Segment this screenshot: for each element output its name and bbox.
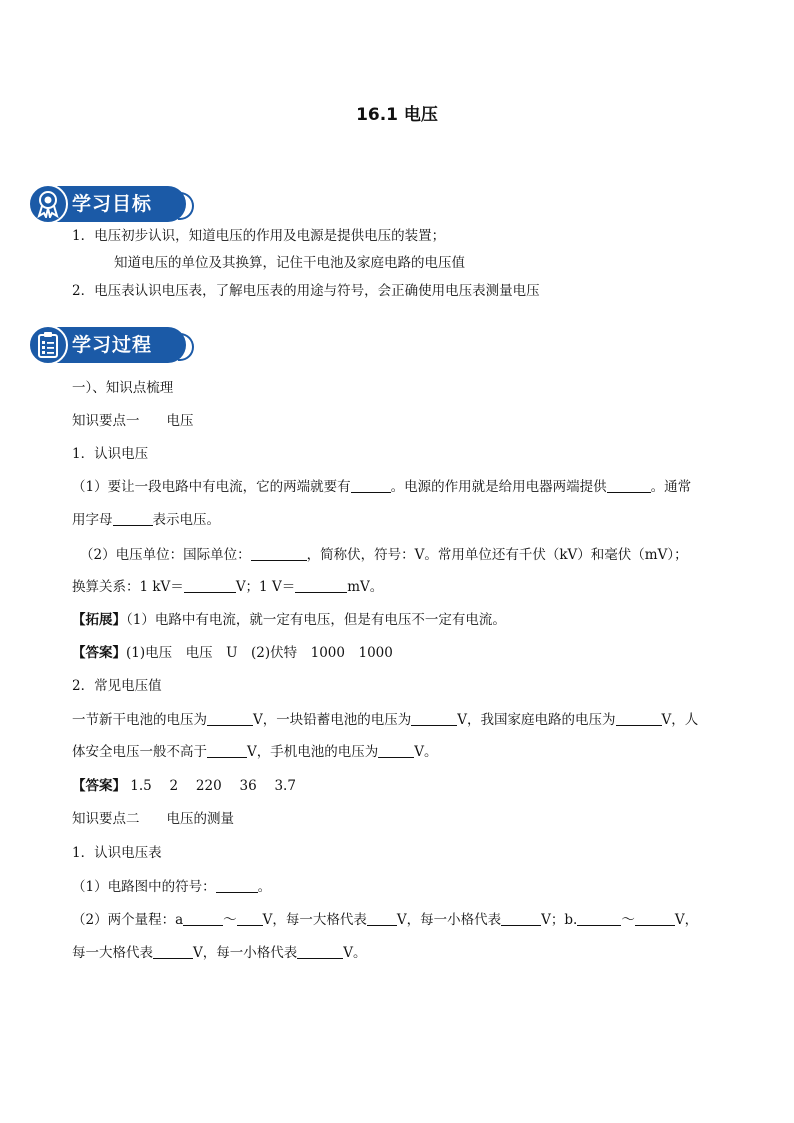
question-1a: （1）要让一段电路中有电流，它的两端就要有 。电源的作用就是给用电器两端提供 。通常 (72, 479, 692, 495)
knowledge-point-2: 知识要点二 电压的测量 (72, 811, 234, 827)
answer-blank[interactable] (367, 911, 397, 926)
award-ribbon-icon (28, 184, 68, 224)
goal-2: 2．电压表认识电压表，了解电压表的用途与符号，会正确使用电压表测量电压 (72, 283, 540, 299)
answer-blank[interactable] (378, 743, 414, 758)
answer-blank[interactable] (297, 944, 343, 959)
answer-blank[interactable] (501, 911, 541, 926)
answer-blank[interactable] (351, 478, 391, 493)
answer-2: 【答案】 1.5 2 220 36 3.7 (72, 778, 296, 794)
answer-blank[interactable] (184, 578, 236, 593)
answer-blank[interactable] (237, 911, 263, 926)
question-3b: 体安全电压一般不高于 V，手机电池的电压为 V。 (72, 744, 438, 760)
outline-heading: 一）、知识点梳理 (72, 380, 174, 396)
answer-blank[interactable] (207, 743, 247, 758)
section-banner-process (28, 325, 186, 365)
answer-1: 【答案】(1)电压 电压 U (2)伏特 1000 1000 (72, 645, 393, 661)
question-3a: 一节新干电池的电压为 V，一块铅蓄电池的电压为 V，我国家庭电路的电压为 V，人 (72, 712, 699, 728)
subsection-3: 1．认识电压表 (72, 845, 162, 861)
question-2b: 换算关系：1 kV＝ V；1 V＝ mV。 (72, 579, 384, 595)
section-banner-goals (28, 184, 186, 224)
question-5a: （2）两个量程：a ～ V，每一大格代表 V，每一小格代表 V；b. ～ V， (72, 912, 699, 928)
section-label-process: 学习过程 (72, 334, 153, 356)
question-5b: 每一大格代表 V，每一小格代表 V。 (72, 945, 367, 961)
goal-1-detail: 知道电压的单位及其换算，记住干电池及家庭电路的电压值 (114, 255, 465, 271)
extension-note: 【拓展】（1）电路中有电流，就一定有电压，但是有电压不一定有电流。 (72, 612, 506, 628)
answer-blank[interactable] (113, 511, 153, 526)
question-2a: （2）电压单位：国际单位： ，简称伏，符号：V。常用单位还有千伏（kV）和毫伏（mV）； (80, 547, 688, 563)
answer-blank[interactable] (577, 911, 621, 926)
answer-blank[interactable] (153, 944, 193, 959)
answer-blank[interactable] (207, 711, 253, 726)
subsection-1: 1．认识电压 (72, 446, 149, 462)
question-1b: 用字母 表示电压。 (72, 512, 220, 528)
answer-blank[interactable] (635, 911, 675, 926)
subsection-2: 2．常见电压值 (72, 678, 162, 694)
knowledge-point-1: 知识要点一 电压 (72, 413, 194, 429)
page-title: 16.1 电压 (356, 105, 438, 125)
answer-blank[interactable] (616, 711, 662, 726)
answer-blank[interactable] (216, 878, 258, 893)
answer-blank[interactable] (295, 578, 347, 593)
question-4: （1）电路图中的符号： 。 (72, 879, 272, 895)
section-label-goals: 学习目标 (72, 193, 153, 215)
goal-1: 1．电压初步认识，知道电压的作用及电源是提供电压的装置； (72, 228, 446, 244)
answer-blank[interactable] (411, 711, 457, 726)
clipboard-checklist-icon (28, 325, 68, 365)
answer-blank[interactable] (251, 546, 307, 561)
answer-blank[interactable] (183, 911, 223, 926)
answer-blank[interactable] (607, 478, 651, 493)
